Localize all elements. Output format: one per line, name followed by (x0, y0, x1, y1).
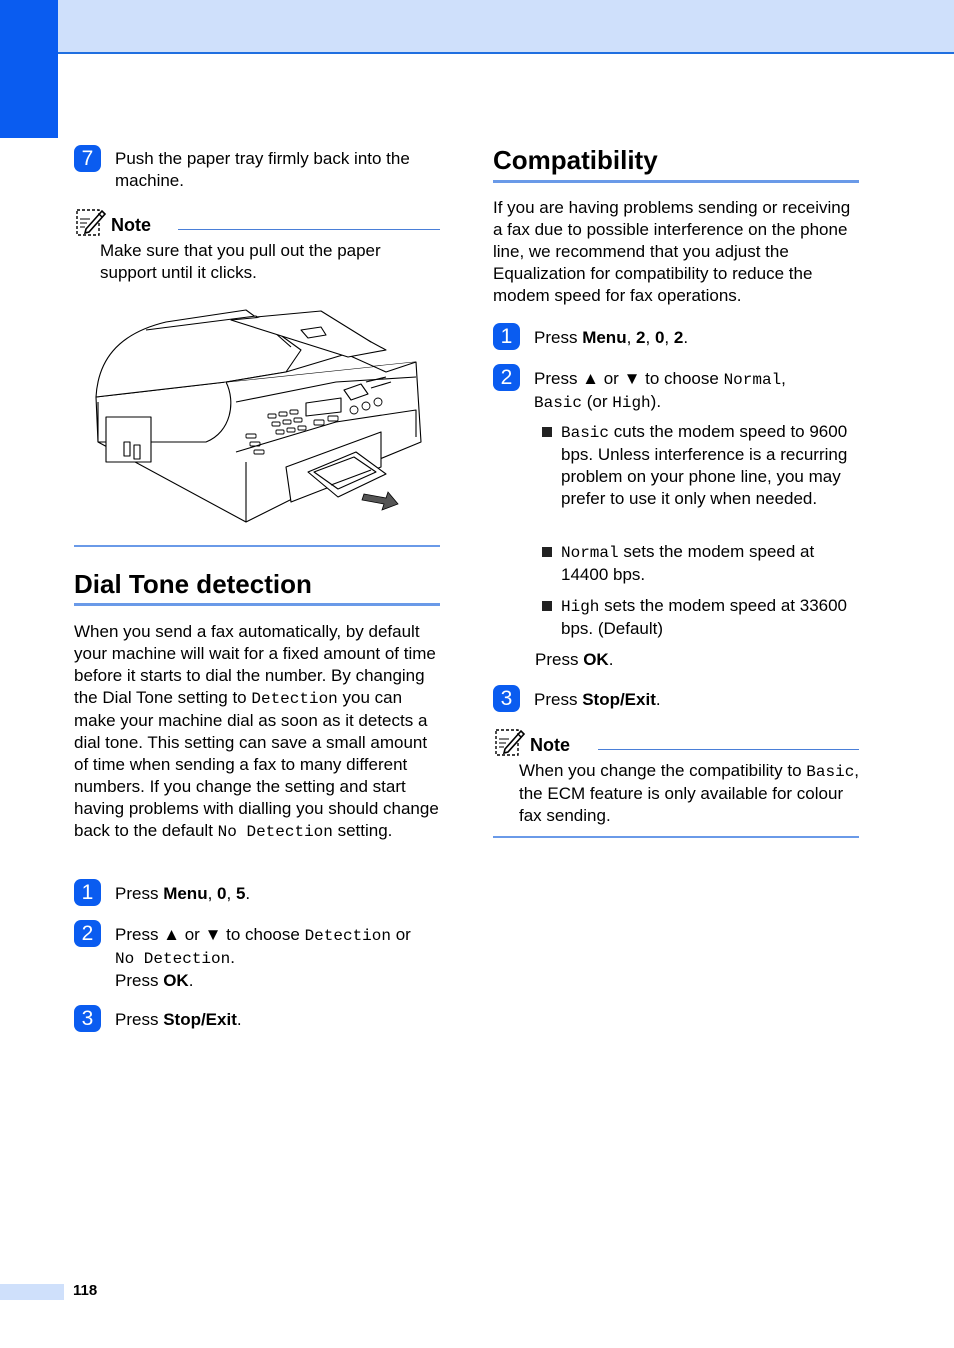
setting-code: No Detection (217, 823, 333, 841)
key-label: 2 (673, 328, 684, 347)
setting-code: High (612, 394, 651, 412)
paragraph-text: setting. (332, 821, 393, 840)
step-text (115, 924, 445, 992)
step-number: 3 (74, 1005, 101, 1032)
text: , (781, 369, 786, 388)
note-pencil-icon (495, 727, 525, 757)
bullet-square-icon (542, 601, 552, 611)
text: , the ECM feature is only available for colour fax sending. (519, 761, 860, 825)
paragraph-text: When you send a fax automatically, by default your machine will wait for a fixed amount of time before it starts to dial the number. By changing the Dial Tone setting to (74, 622, 436, 707)
key-label: OK (583, 650, 609, 669)
text: Press (115, 1010, 164, 1029)
key-label: 0 (654, 328, 665, 347)
bullet-square-icon (542, 427, 552, 437)
text: Press (534, 690, 583, 709)
bullet-square-icon (542, 547, 552, 557)
text: . (655, 690, 661, 709)
text: , (664, 328, 674, 347)
setting-code: Basic (806, 763, 855, 781)
step-text (115, 883, 445, 905)
text: . (230, 948, 235, 967)
step-text (534, 368, 864, 414)
text: ). (650, 392, 662, 411)
paragraph-text: you can make your machine dial as soon as it detects a dial tone. This setting can save a small amount of time when sending a fax to many different numbers. If you change the setting and start having problems with dialling you should change back to the default (74, 688, 439, 840)
text: Press (115, 971, 164, 990)
step-number: 2 (74, 920, 101, 947)
text: , (207, 884, 218, 903)
key-label: 5 (235, 884, 246, 903)
text: . (608, 650, 614, 669)
note-body (519, 760, 864, 827)
compat-intro: If you are having problems sending or receiving a fax due to possible interference on the phone line, we recommend that you adjust the Equalization for compatibility to reduce the modem speed for fax operations. (493, 198, 851, 305)
fax-machine-illustration (86, 302, 426, 532)
step-number: 3 (493, 685, 520, 712)
text: , (226, 884, 236, 903)
page-number-bar (0, 1284, 64, 1300)
key-label: OK (163, 971, 189, 990)
setting-code: Basic (561, 424, 610, 442)
section-divider (74, 545, 440, 547)
note-pencil-icon (76, 207, 106, 237)
text: Press (534, 328, 583, 347)
key-label: Stop/Exit (163, 1010, 237, 1029)
text: Press ▲ or ▼ to choose (115, 925, 305, 944)
setting-code: Normal (561, 544, 619, 562)
text: . (683, 328, 689, 347)
text: Press ▲ or ▼ to choose (534, 369, 724, 388)
text: Press (535, 650, 584, 669)
step-number: 1 (493, 323, 520, 350)
step-text: Push the paper tray firmly back into the machine. (115, 149, 410, 190)
step-number: 2 (493, 364, 520, 391)
step-text (115, 1009, 445, 1031)
step-text (534, 689, 864, 711)
setting-code: Normal (723, 371, 782, 389)
press-ok-line (535, 649, 613, 671)
key-label: Menu (163, 884, 208, 903)
header-band (0, 0, 954, 54)
page-number: 118 (73, 1282, 98, 1299)
section-title-rule (493, 180, 859, 183)
text: Press (115, 884, 164, 903)
step-number: 7 (74, 145, 101, 172)
step-number: 1 (74, 879, 101, 906)
step-text (534, 327, 864, 349)
section-title-rule (74, 603, 440, 606)
text: . (245, 884, 251, 903)
note-header (76, 207, 440, 237)
dial-tone-paragraph (74, 621, 442, 843)
setting-code: High (561, 598, 600, 616)
section-title: Dial Tone detection (74, 569, 312, 599)
bullet-text (561, 421, 851, 510)
text: . (188, 971, 194, 990)
text: cuts the modem speed to 9600 bps. Unless interference is a recurring problem on your phone line, you may prefer to use it only when needed. (561, 422, 848, 508)
text: , (626, 328, 637, 347)
text: sets the modem speed at 33600 bps. (Default) (561, 596, 848, 638)
note-rule (178, 229, 440, 230)
bullet-text (561, 595, 851, 640)
text: , (645, 328, 655, 347)
note-body: Make sure that you pull out the paper support until it clicks. (100, 241, 381, 282)
setting-code: Detection (304, 927, 391, 945)
note-label: Note (530, 735, 570, 755)
key-label: Menu (582, 328, 627, 347)
note-rule (598, 749, 859, 750)
key-label: Stop/Exit (582, 690, 656, 709)
setting-code: Basic (534, 394, 583, 412)
note-header (495, 727, 859, 757)
key-label: 0 (217, 884, 227, 903)
text: (or (582, 392, 613, 411)
setting-code: No Detection (115, 950, 231, 968)
note-end-rule (493, 836, 859, 838)
text: When you change the compatibility to (519, 761, 807, 780)
bullet-text (561, 541, 851, 586)
section-title: Compatibility (493, 145, 658, 175)
text: sets the modem speed at 14400 bps. (561, 542, 815, 584)
key-label: 2 (636, 328, 646, 347)
note-label: Note (111, 215, 151, 235)
setting-code: Detection (251, 690, 338, 708)
chapter-tab (0, 0, 58, 138)
text: or (390, 925, 411, 944)
text: . (236, 1010, 242, 1029)
